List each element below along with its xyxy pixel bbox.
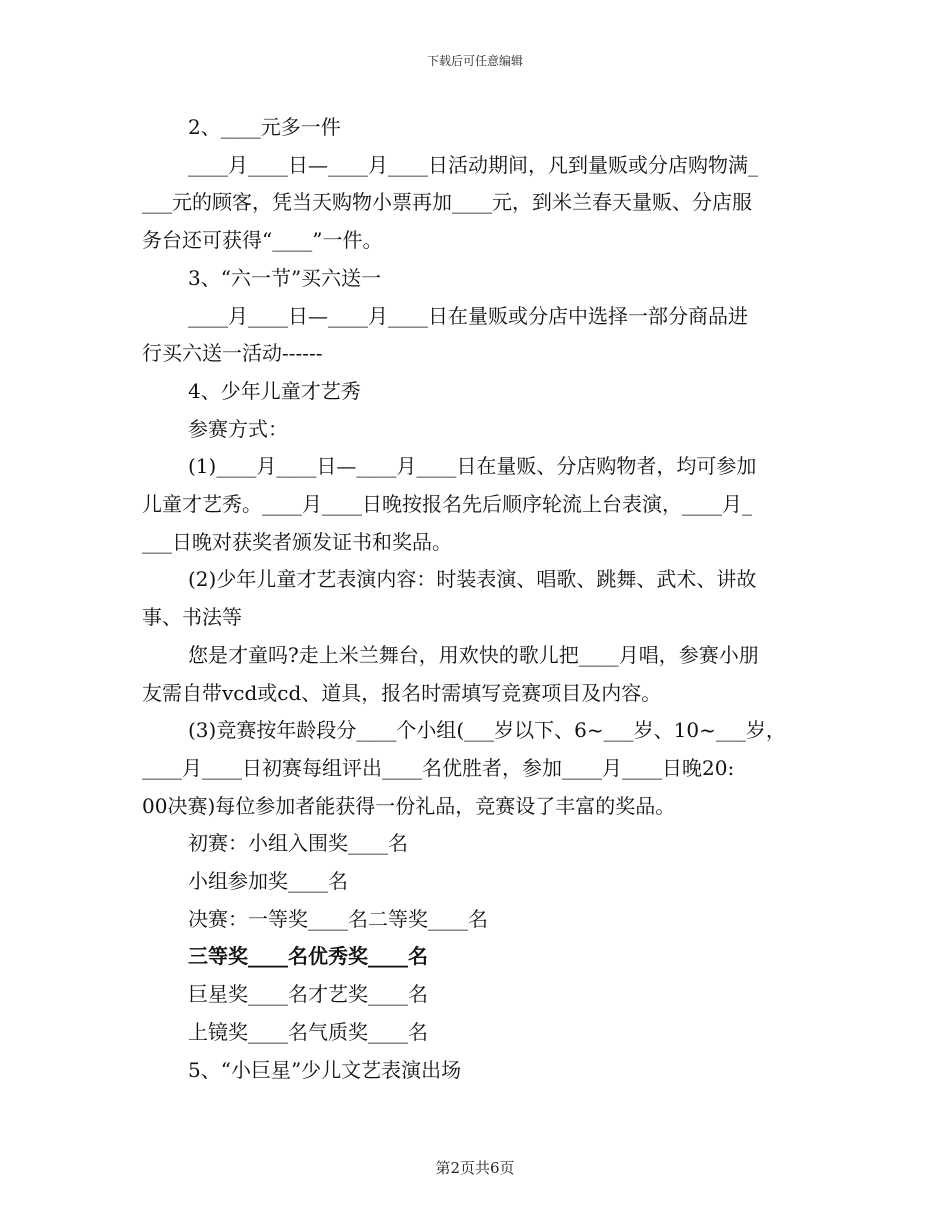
page-header: 下载后可任意编辑 bbox=[426, 54, 523, 68]
text-line: 参赛方式： bbox=[188, 416, 288, 441]
text-line: 务台还可获得“____”一件。 bbox=[142, 228, 383, 253]
text-line: 事、书法等 bbox=[142, 605, 242, 630]
text-line: ____月____日—____月____日在量贩或分店中选择一部分商品进 bbox=[188, 303, 748, 328]
text-line: 您是才童吗?走上米兰舞台，用欢快的歌儿把____月唱，参赛小朋 bbox=[188, 642, 759, 667]
text-line: ____月____日初赛每组评出____名优胜者，参加____月____日晚20: bbox=[142, 755, 735, 780]
text-line: (1)____月____日—____月____日在量贩、分店购物者，均可参加 bbox=[188, 454, 757, 479]
text-line: 巨星奖____名才艺奖____名 bbox=[188, 982, 428, 1007]
text-line: ___日晚对获奖者颁发证书和奖品。 bbox=[142, 529, 452, 554]
text-line: 儿童才艺秀。____月____日晚按报名先后顺序轮流上台表演，____月_ bbox=[142, 492, 752, 516]
text-line: 小组参加奖____名 bbox=[188, 869, 348, 893]
text-line: 初赛：小组入围奖____名 bbox=[188, 831, 408, 856]
text-line: 三等奖____名优秀奖____名 bbox=[188, 944, 428, 969]
text-line: 4、少年儿童才艺秀 bbox=[188, 378, 361, 403]
text-line: 决赛：一等奖____名二等奖____名 bbox=[188, 906, 488, 931]
text-line: 行买六送一活动------ bbox=[142, 341, 323, 366]
text-line: ____月____日—____月____日活动期间，凡到量贩或分店购物满_ bbox=[188, 152, 758, 177]
text-line: 5、“小巨星”少儿文艺表演出场 bbox=[188, 1057, 462, 1082]
text-line: 00决赛)每位参加者能获得一份礼品，竞赛设了丰富的奖品。 bbox=[142, 793, 676, 818]
text-line: 上镜奖____名气质奖____名 bbox=[188, 1019, 428, 1044]
text-line: (3)竞赛按年龄段分____个小组(___岁以下、6~___岁、10~___岁， bbox=[188, 718, 786, 743]
text-line: 3、“六一节”买六送一 bbox=[188, 265, 382, 290]
text-line: 友需自带vcd或cd、道具，报名时需填写竞赛项目及内容。 bbox=[142, 680, 662, 705]
text-line: (2)少年儿童才艺表演内容：时装表演、唱歌、跳舞、武术、讲故 bbox=[188, 567, 757, 592]
text-line: 2、____元多一件 bbox=[188, 115, 341, 139]
page-footer: 第2页共6页 bbox=[435, 1159, 515, 1177]
text-line: ___元的顾客，凭当天购物小票再加____元，到米兰春天量贩、分店服 bbox=[142, 190, 752, 215]
